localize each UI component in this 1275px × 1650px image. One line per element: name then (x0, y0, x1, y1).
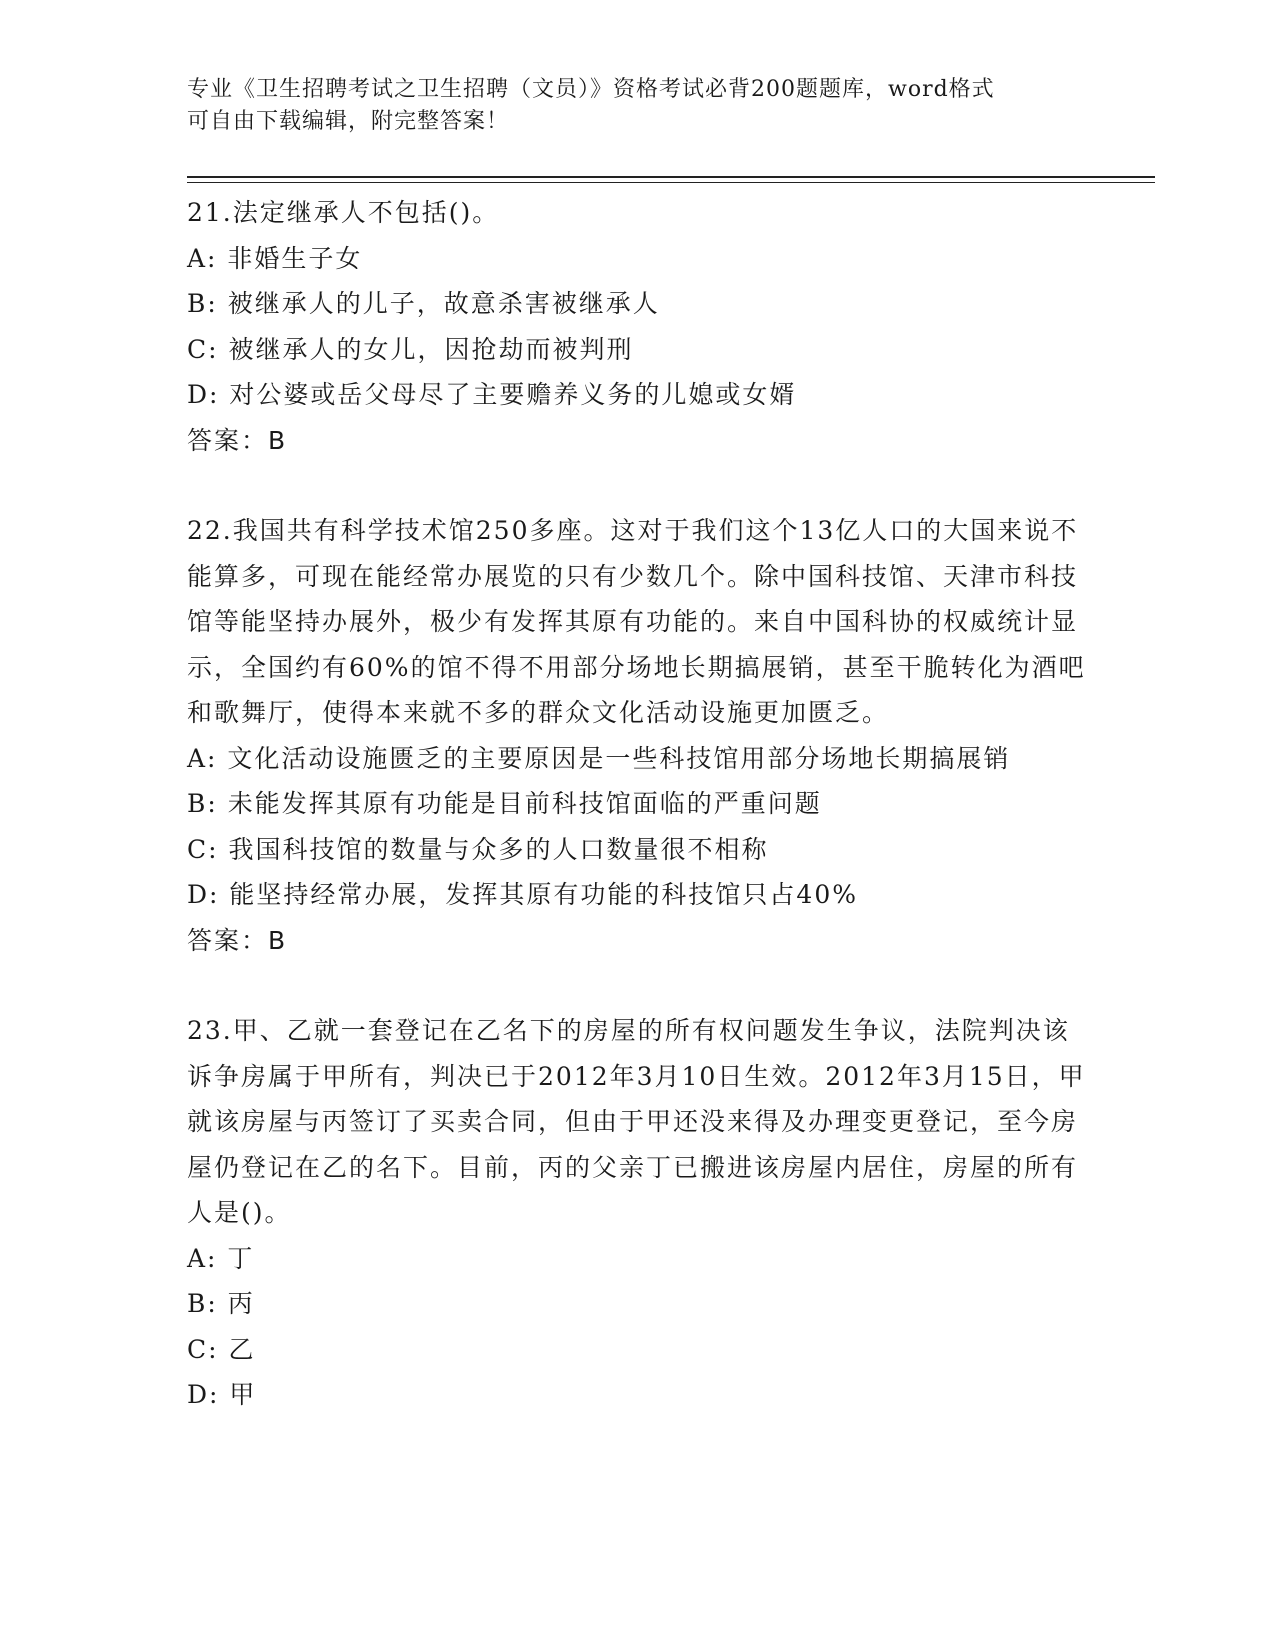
option-b: B: 未能发挥其原有功能是目前科技馆面临的严重问题 (187, 789, 822, 818)
question-spacer (187, 963, 1087, 1008)
option-c: C: 被继承人的女儿，因抢劫而被判刑 (187, 334, 634, 364)
answer-line: 答案：B (187, 425, 288, 455)
header-line-2: 可自由下载编辑，附完整答案！ (187, 109, 510, 134)
document-header (187, 74, 1067, 138)
option-a: A: 文化活动设施匮乏的主要原因是一些科技馆用部分场地长期搞展销 (187, 743, 1011, 773)
option-a: A: 非婚生子女 (187, 243, 363, 273)
option-c: C: 乙 (187, 1334, 256, 1364)
option-d: D: 对公婆或岳父母尽了主要赡养义务的儿媳或女婿 (187, 380, 797, 409)
question-22 (187, 508, 1087, 963)
question-stem: 23.甲、乙就一套登记在乙名下的房屋的所有权问题发生争议，法院判决该诉争房属于甲所有，判决已于2012年3月10日生效。2012年3月15日，甲就该房屋与丙签订了买卖合同，但由于甲还没来得及办理变更登记，至今房屋仍登记在乙的名下。目前，丙的父亲丁已搬进该房屋内居住，房屋的所有人是()。 (187, 1016, 1086, 1227)
option-d: D: 甲 (187, 1380, 257, 1409)
option-b: B: 丙 (187, 1289, 255, 1318)
question-list (187, 190, 1087, 1418)
option-b: B: 被继承人的儿子，故意杀害被继承人 (187, 289, 660, 318)
question-23 (187, 1008, 1087, 1418)
header-line-1: 专业《卫生招聘考试之卫生招聘（文员）》资格考试必背200题题库，word格式 (187, 77, 995, 102)
option-a: A: 丁 (187, 1243, 255, 1273)
question-21 (187, 190, 1087, 463)
answer-line: 答案：B (187, 925, 288, 955)
header-divider-thick (187, 176, 1155, 178)
header-divider-thin (187, 182, 1155, 183)
question-stem: 22.我国共有科学技术馆250多座。这对于我们这个13亿人口的大国来说不能算多，可现在能经常办展览的只有少数几个。除中国科技馆、天津市科技馆等能坚持办展外，极少有发挥其原有功能的。来自中国科协的权威统计显示，全国约有60%的馆不得不用部分场地长期搞展销，甚至干脆转化为酒吧和歌舞厅，使得本来就不多的群众文化活动设施更加匮乏。 (187, 516, 1086, 727)
question-stem: 21.法定继承人不包括()。 (187, 198, 500, 227)
option-c: C: 我国科技馆的数量与众多的人口数量很不相称 (187, 834, 769, 864)
question-spacer (187, 463, 1087, 508)
option-d: D: 能坚持经常办展，发挥其原有功能的科技馆只占40% (187, 880, 858, 909)
